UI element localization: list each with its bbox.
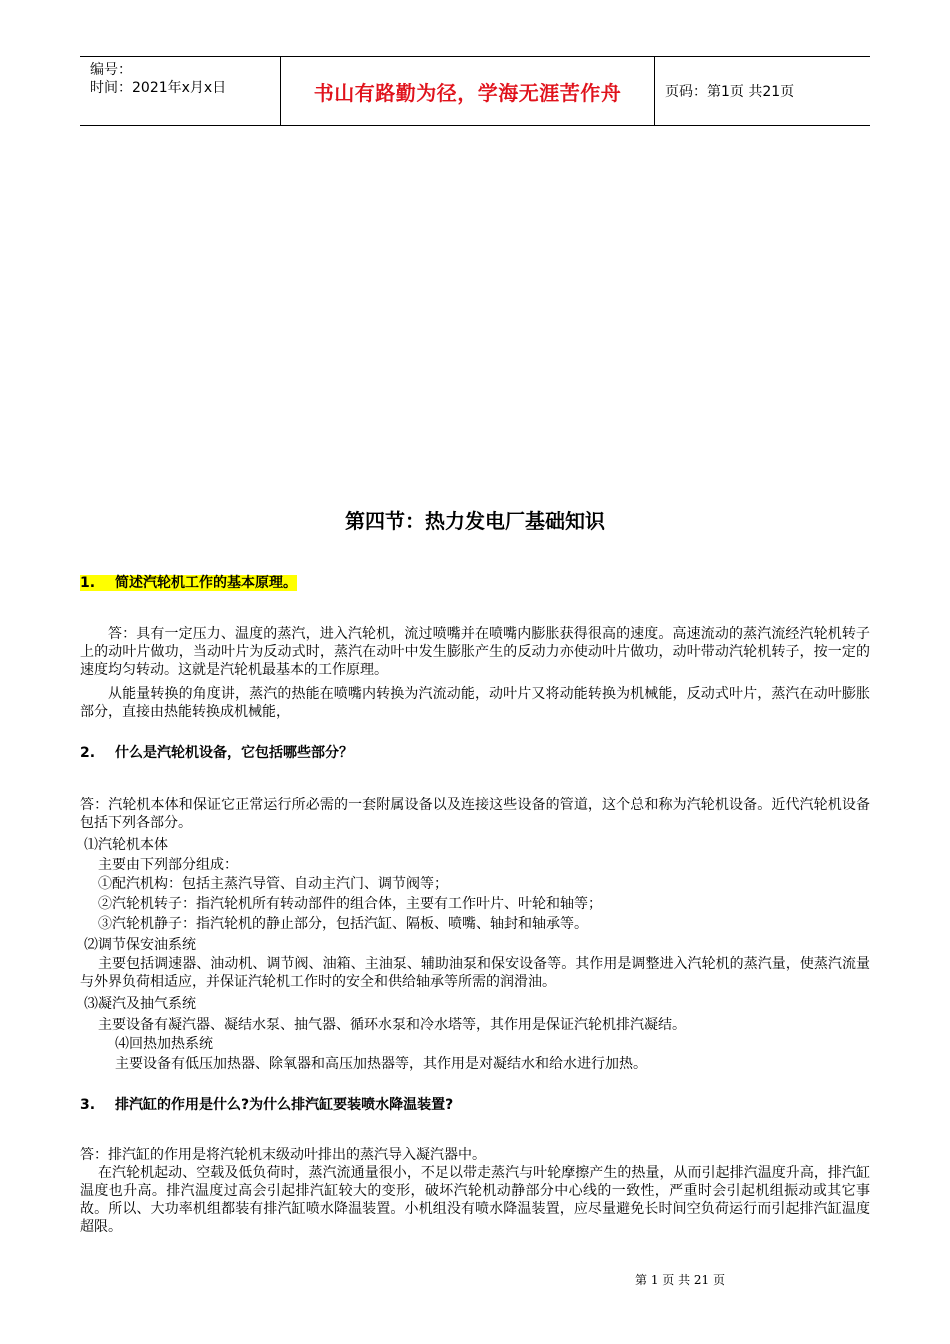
section-title: 第四节：热力发电厂基础知识	[345, 509, 605, 533]
question-1-number: 1.	[80, 575, 96, 591]
question-2-section-1-item-c: ③汽轮机静子：指汽轮机的静止部分，包括汽缸、隔板、喷嘴、轴封和轴承等。	[98, 916, 588, 932]
question-3-answer-paragraph: 在汽轮机起动、空载及低负荷时，蒸汽流通量很小，不足以带走蒸汽与叶轮摩擦产生的热量，从而引起排汽温度升高，排汽缸温度也升高。排汽温度过高会引起排汽缸较大的变形，破坏汽轮机动静部分中心线的一致性，严重时会引起机组振动或其它事故。所以、大功率机组都装有排汽缸喷水降温装置。小机组没有喷水降温装置，应尽量避免长时间空负荷运行而引起排汽缸温度超限。	[80, 1165, 870, 1235]
page-footer: 第 1 页 共 21 页	[635, 1273, 725, 1287]
question-2-section-3-heading: ⑶凝汽及抽气系统	[84, 996, 196, 1012]
question-3-answer-intro: 答：排汽缸的作用是将汽轮机末级动叶排出的蒸汽导入凝汽器中。	[80, 1147, 486, 1163]
question-2-number: 2.	[80, 745, 96, 761]
header-left-cell	[80, 57, 281, 125]
question-3-text: 排汽缸的作用是什么?为什么排汽缸要装喷水降温装置?	[115, 1097, 454, 1113]
question-1-answer-paragraph-1: 答：具有一定压力、温度的蒸汽，进入汽轮机，流过喷嘴并在喷嘴内膨胀获得很高的速度。高速流动的蒸汽流经汽轮机转子上的动叶片做功，当动叶片为反动式时，蒸汽在动叶中发生膨胀产生的反动力亦使动叶片做功，动叶带动汽轮机转子，按一定的速度均匀转动。这就是汽轮机最基本的工作原理。	[80, 626, 870, 678]
question-2-section-4-text: 主要设备有低压加热器、除氧器和高压加热器等，其作用是对凝结水和给水进行加热。	[115, 1056, 647, 1072]
question-2-section-1-heading: ⑴汽轮机本体	[84, 837, 168, 853]
document-time-label: 时间：2021年x月x日	[90, 80, 227, 96]
question-2-section-1-item-b: ②汽轮机转子：指汽轮机所有转动部件的组合体，主要有工作叶片、叶轮和轴等；	[98, 896, 602, 912]
question-1-heading	[80, 572, 297, 592]
page-header	[80, 56, 870, 126]
question-2-section-1-subtitle: 主要由下列部分组成：	[98, 857, 238, 873]
question-3-number: 3.	[80, 1097, 96, 1113]
question-2-answer-intro: 答：汽轮机本体和保证它正常运行所必需的一套附属设备以及连接这些设备的管道，这个总和称为汽轮机设备。近代汽轮机设备包括下列各部分。	[80, 797, 870, 831]
question-2-section-2-heading: ⑵调节保安油系统	[84, 937, 196, 953]
header-motto: 书山有路勤为径，学海无涯苦作舟	[281, 57, 655, 125]
question-2-heading	[80, 742, 353, 762]
header-page-label: 页码：第1页 共21页	[665, 84, 795, 100]
question-2-section-3-text: 主要设备有凝汽器、凝结水泵、抽气器、循环水泵和冷水塔等，其作用是保证汽轮机排汽凝结。	[98, 1017, 686, 1033]
question-3-heading	[80, 1094, 453, 1114]
question-1-highlight	[80, 575, 297, 591]
question-2-section-2-text: 主要包括调速器、油动机、调节阀、油箱、主油泵、辅助油泵和保安设备等。其作用是调整进入汽轮机的蒸汽量，使蒸汽流量与外界负荷相适应，并保证汽轮机工作时的安全和供给轴承等所需的润滑油。	[80, 956, 870, 990]
question-2-text: 什么是汽轮机设备，它包括哪些部分？	[115, 745, 353, 761]
document-number-label: 编号：	[90, 62, 132, 78]
question-2-section-1-item-a: ①配汽机构：包括主蒸汽导管、自动主汽门、调节阀等；	[98, 876, 448, 892]
question-2-section-4-heading: ⑷回热加热系统	[115, 1036, 213, 1052]
question-1-answer-paragraph-2: 从能量转换的角度讲，蒸汽的热能在喷嘴内转换为汽流动能，动叶片又将动能转换为机械能，反动式叶片，蒸汽在动叶膨胀部分，直接由热能转换成机械能，	[80, 686, 870, 720]
question-1-text: 简述汽轮机工作的基本原理。	[115, 575, 297, 591]
